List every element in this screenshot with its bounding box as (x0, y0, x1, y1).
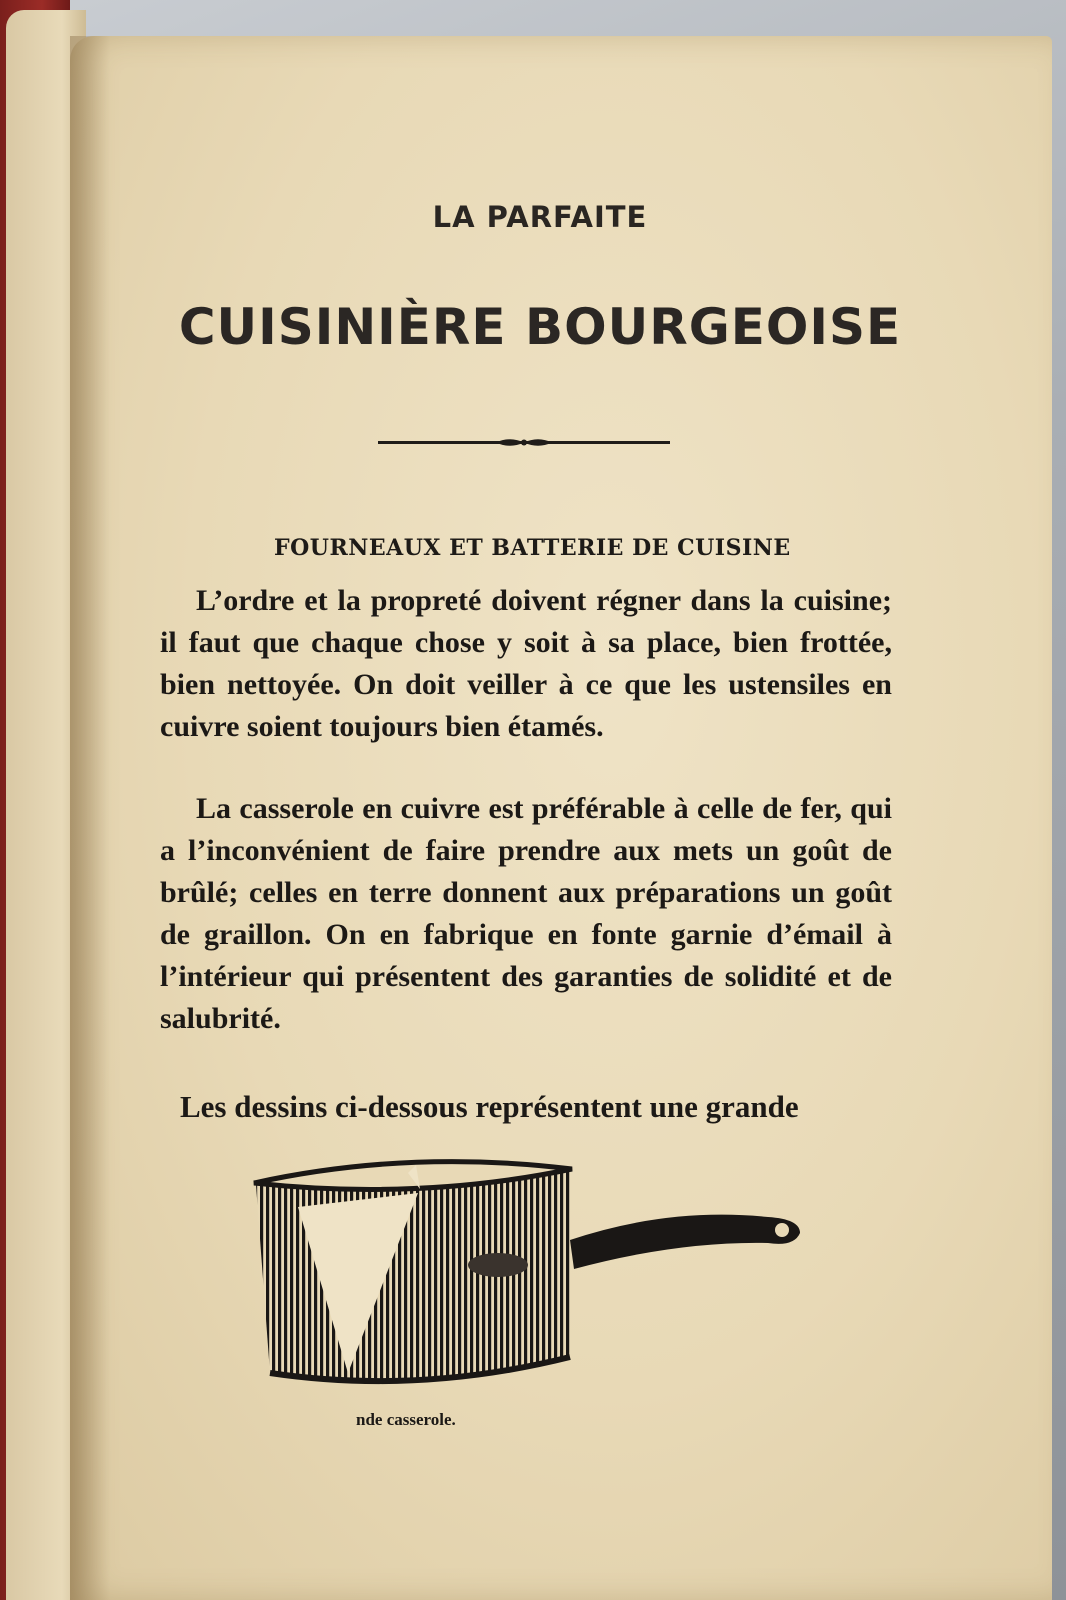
paragraph-3: Les dessins ci-dessous représentent une grande (180, 1089, 799, 1124)
ornamental-rule-icon (378, 435, 670, 451)
header-small-title: LA PARFAITE (432, 200, 648, 234)
paragraph-1: L’ordre et la propreté doivent régner dans la cuisine; il faut que chaque chose y soit à sa place, bien frottée, bien nettoyée. On doit veiller à ce que les ustensiles en cuivre soient toujours bien étamés. (160, 584, 892, 743)
paragraph-2: La casserole en cuivre est préférable à celle de fer, qui a l’inconvénient de faire prendre aux mets un goût de brûlé; celles en terre donnent aux préparations un goût de graillon. On en fabrique en fonte garnie d’émail à l’intérieur qui présentent des garanties de solidité et de salubrité. (160, 792, 892, 1035)
saucepan-engraving-icon (248, 1145, 808, 1410)
illustration-caption: nde casserole. (356, 1410, 456, 1429)
page-gutter-shadow (70, 36, 110, 1600)
section-title: FOURNEAUX ET BATTERIE DE CUISINE (274, 535, 791, 561)
header-main-title: CUISINIÈRE BOURGEOISE (178, 298, 902, 356)
